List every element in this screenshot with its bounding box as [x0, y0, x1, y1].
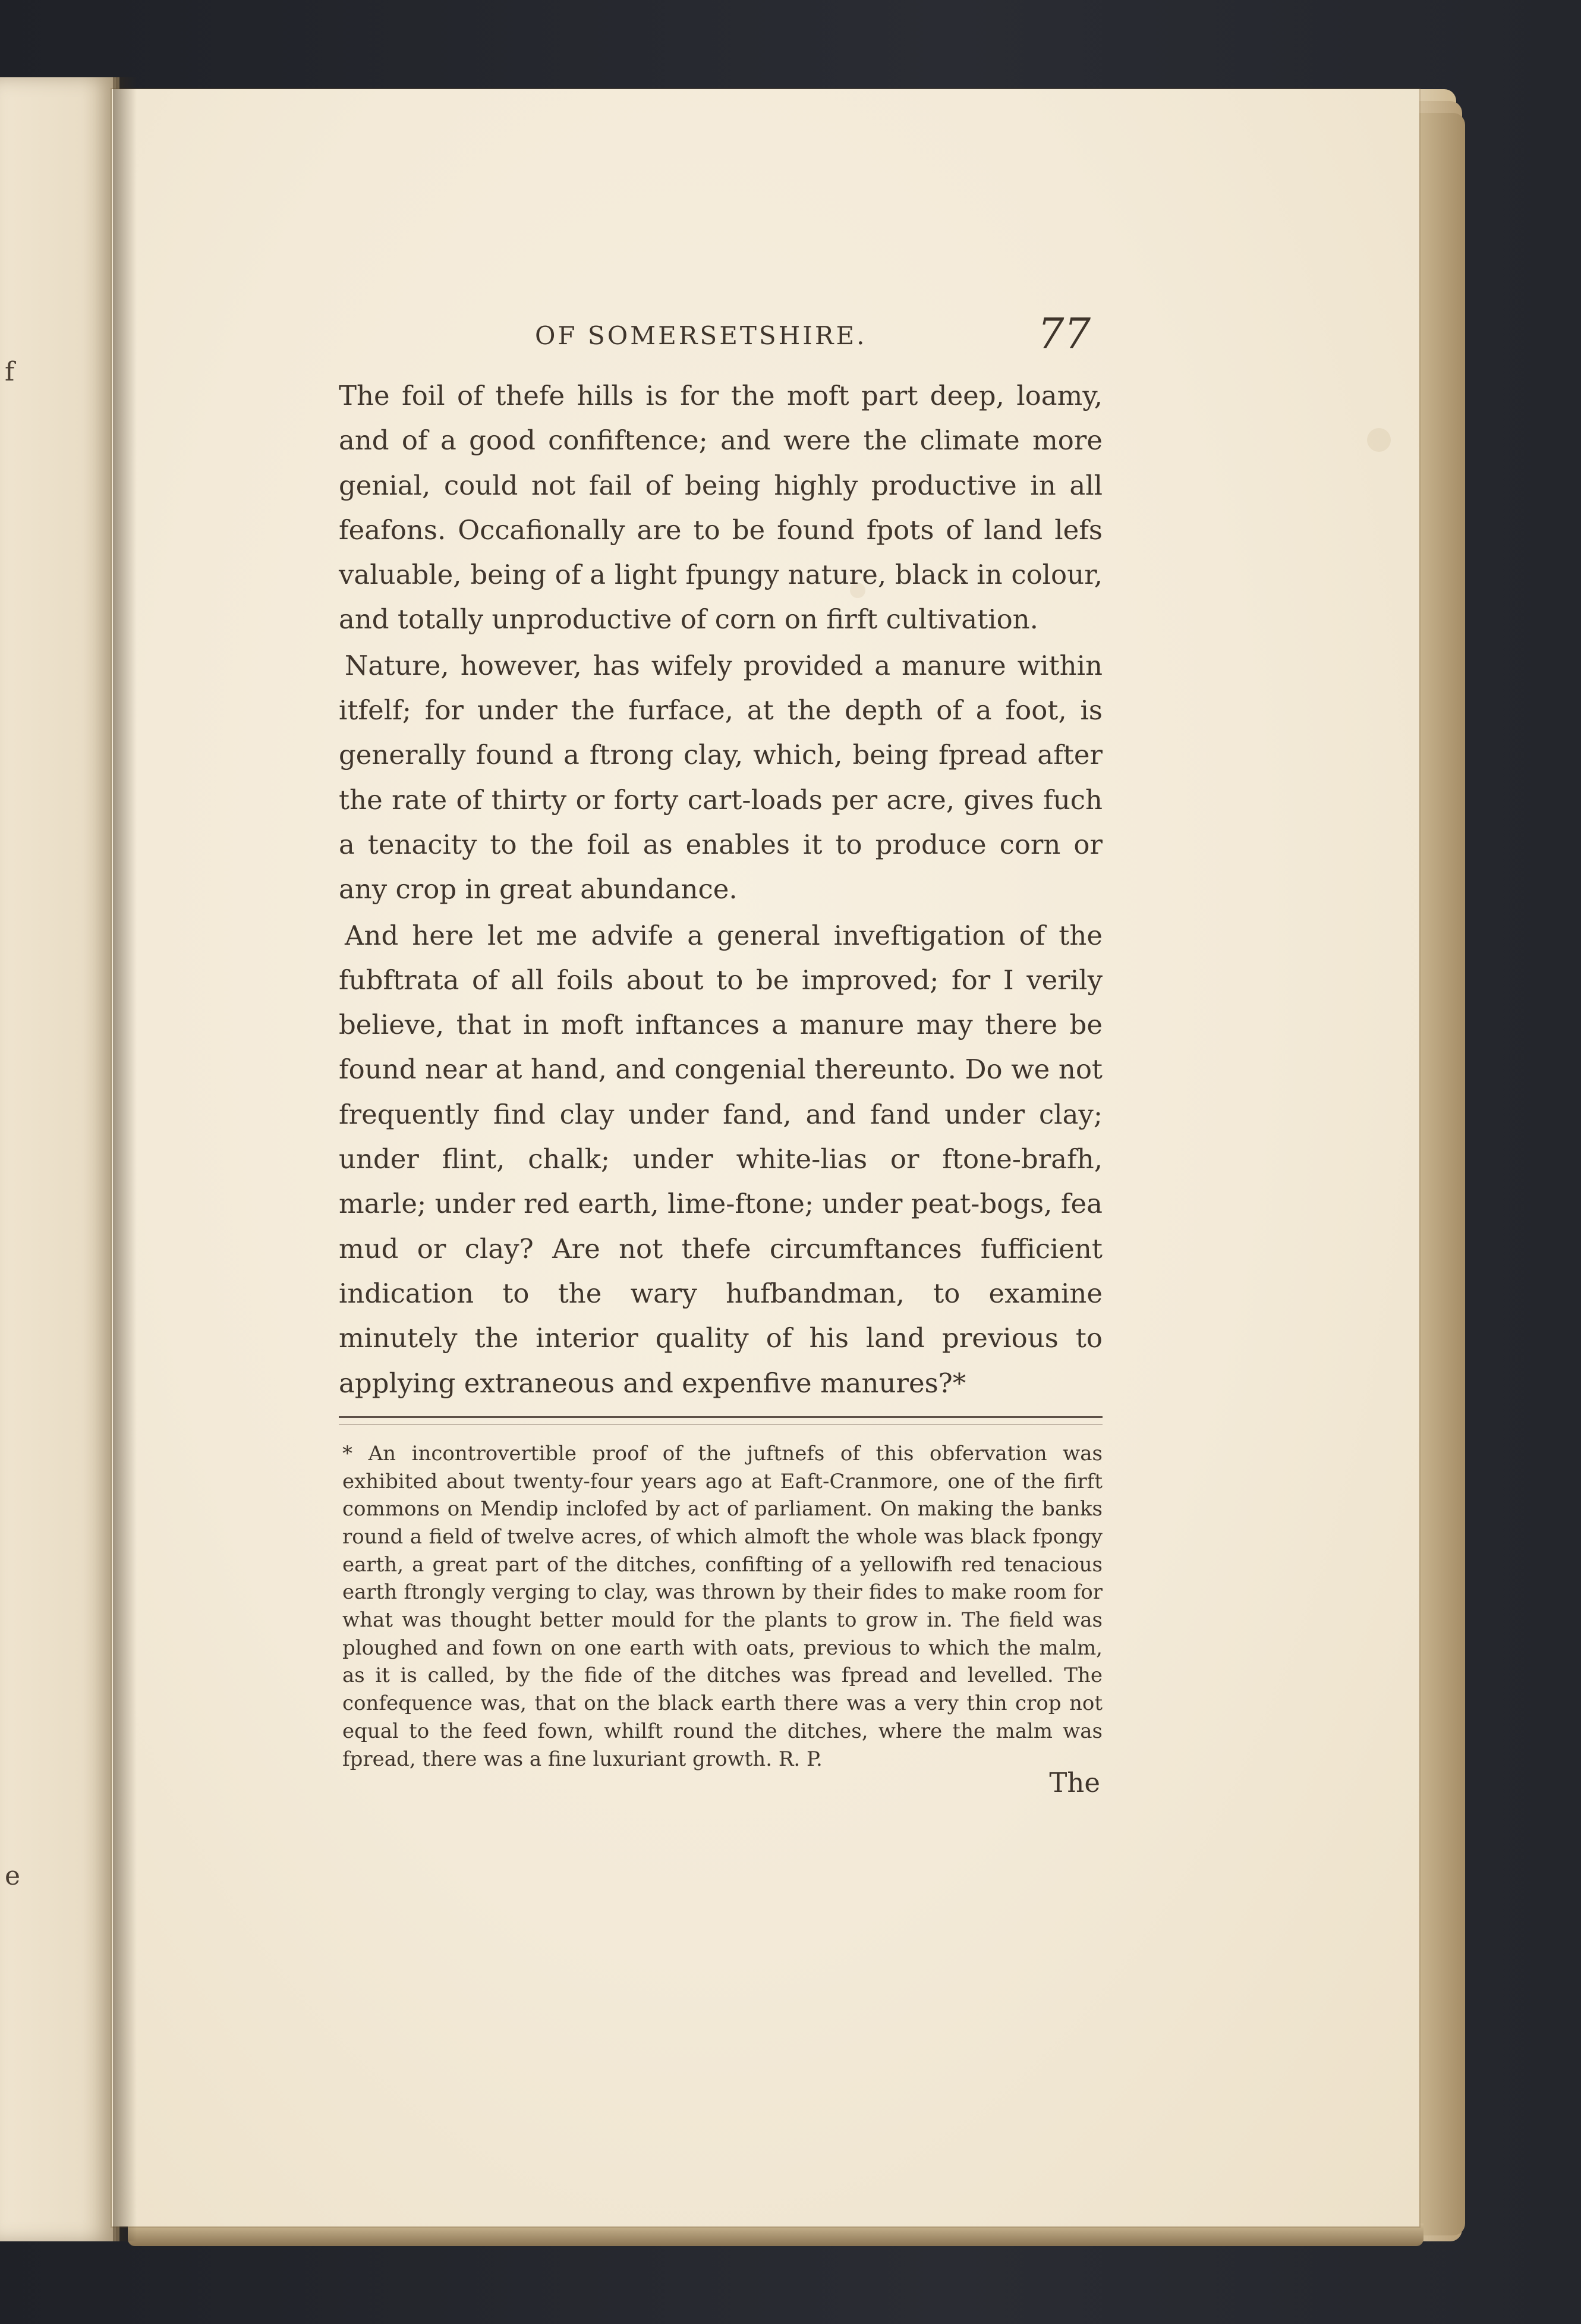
paragraph: Nature, however, has wifely provided a manure within itfelf; for under the furface, at the depth of a foot, is generally found a ftrong clay, which, being fpread after the rate of thirty or forty cart-loads per acre, gives fuch a tenacity to the foil as enables it to produce corn or any crop in great abundance. — [339, 649, 1103, 905]
footnote-rule — [339, 1416, 1103, 1424]
page-bottom-edges — [128, 2224, 1423, 2246]
running-head — [339, 309, 1103, 357]
left-page-fragment: f — [5, 357, 15, 387]
left-facing-page — [0, 77, 119, 2241]
book-gutter — [113, 77, 137, 2241]
paper-stain — [1367, 428, 1391, 452]
page-text-block — [339, 309, 1103, 1798]
page-number: 77 — [1037, 309, 1091, 358]
paragraph: And here let me advife a general inveftigation of the fubftrata of all foils about to be improved; for I verily believe, that in moft inftances a manure may there be found near at hand, and congenial thereunto. Do we not frequently find clay under fand, and fand under clay; under flint, chalk; under white-lias or ftone-brafh, marle; under red earth, lime-ftone; under peat-bogs, fea mud or clay? Are not thefe circumftances fufficient indication to the wary hufbandman, to examine minutely the interior quality of his land previous to applying extraneous and expenfive manures?* — [339, 919, 1103, 1399]
footnote: * An incontrovertible proof of the juftnefs of this obfervation was exhibited about twenty-four years ago at Eaft-Cranmore, one of the firft commons on Mendip inclofed by act of parliament. On making the banks round a field of twelve acres, of which almoft the whole was black fpongy earth, a great part of the ditches, confifting of a yellowifh red tenacious earth ftrongly verging to clay, was thrown by their fides to make room for what was thought better mould for the plants to grow in. The field was ploughed and fown on one earth with oats, previous to which the malm, as it is called, by the fide of the ditches was fpread and levelled. The confequence was, that on the black earth there was a very thin crop not equal to the feed fown, whilft round the ditches, where the malm was fpread, there was a fine luxuriant growth. R. P. — [342, 1441, 1103, 1771]
catchword: The — [1049, 1767, 1100, 1799]
paragraph: The foil of thefe hills is for the moft part deep, loamy, and of a good confiftence; and were the climate more genial, could not fail of being highly productive in all feafons. Occafionally are to be found fpots of land lefs valuable, being of a light fpungy nature, black in colour, and totally unproductive of corn on firft cultivation. — [339, 380, 1103, 636]
left-page-fragment: e — [5, 1861, 21, 1891]
running-title: OF SOMERSETSHIRE. — [535, 321, 867, 350]
